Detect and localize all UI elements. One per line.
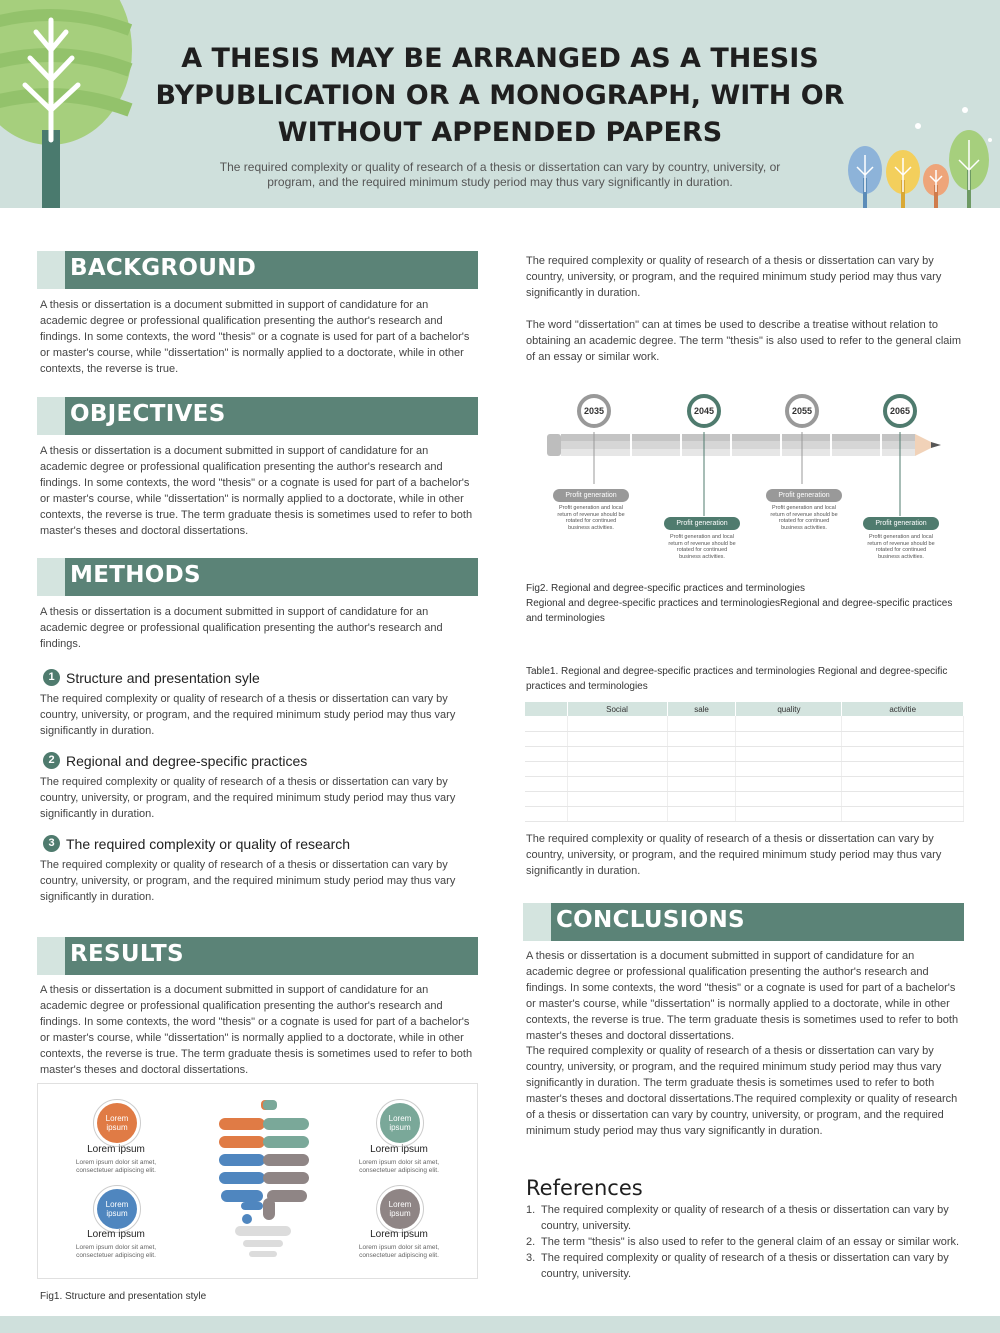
table-row xyxy=(525,746,964,761)
fig-item-label: Lorem ipsum xyxy=(370,1144,428,1155)
heading-label: OBJECTIVES xyxy=(70,401,226,427)
method-item-title: Regional and degree-specific practices xyxy=(66,752,308,769)
bulb-bars-icon xyxy=(213,1098,313,1268)
heading-label: METHODS xyxy=(70,562,201,588)
section-heading-results xyxy=(37,937,478,975)
background-text: A thesis or dissertation is a document submitted in support of candidature for an academic degree or professional qualification presenting the author's research and findings. In some contexts, the word "thesis" or a cognate is used for part of a bachelor's or master's course, while "dissertation" is normally applied to a doctorate, while in other contexts, the reverse is true. xyxy=(40,299,470,375)
section-heading-conclusions xyxy=(523,903,964,941)
table-row xyxy=(525,806,964,821)
method-item-title: The required complexity or quality of research xyxy=(66,835,351,852)
table-header-cell xyxy=(525,702,567,716)
table-row xyxy=(525,716,964,731)
section-heading-background xyxy=(37,251,478,289)
number-badge: 3 xyxy=(43,835,60,852)
method-item-heading xyxy=(43,752,307,769)
conclusions-p2: The required complexity or quality of research of a thesis or dissertation can vary by country, university, or program, and the required minimum study period may thus vary significantly in duration. The term graduate thesis is sometimes used to refer to both master's theses and doctoral dissertations.The required complexity or quality of research of a thesis or dissertation can vary by country, university, or program, and the required minimum study period may thus vary significantly in duration. xyxy=(526,1045,958,1137)
list-item: 2. The term "thesis" is also used to refer to the general claim of an essay or similar work. xyxy=(526,1236,960,1248)
timeline-connector xyxy=(897,432,903,516)
section-heading-methods xyxy=(37,558,478,596)
fig-item-label: Lorem ipsum xyxy=(370,1229,428,1240)
fig-item-label: Lorem ipsum xyxy=(87,1144,145,1155)
fig-item-desc: Lorem ipsum dolor sit amet, consectetuer adipiscing elit. xyxy=(358,1159,440,1174)
method-item-heading xyxy=(43,669,260,686)
timeline-figure xyxy=(545,390,945,580)
table-row xyxy=(525,791,964,806)
conclusions-p1: A thesis or dissertation is a document submitted in support of candidature for an academic degree or professional qualification presenting the author's research and findings. In some contexts, the word "thesis" or a cognate is used for part of a bachelor's or master's course, while "dissertation" is normally applied to a doctorate, while in other contexts, the reverse is true. The term graduate thesis is sometimes used to refer to both master's theses and doctoral dissertations. xyxy=(526,950,959,1042)
heading-label: BACKGROUND xyxy=(70,255,257,281)
timeline-desc: Profit generation and local return of revenue should be rotated for continued business activities. xyxy=(668,534,736,560)
fig2-caption: Fig2. Regional and degree-specific practices and terminologies Regional and degree-specific practices and terminologiesRegional and degree-specific practices and terminologies xyxy=(526,583,953,624)
list-item: 1. The required complexity or quality of research of a thesis or dissertation can vary by country, university. xyxy=(526,1202,964,1234)
timeline-desc: Profit generation and local return of revenue should be rotated for continued business activities. xyxy=(867,534,935,560)
right-intro-p1: The required complexity or quality of research of a thesis or dissertation can vary by country, university, or program, and the required minimum study period may thus vary significantly in duration. xyxy=(526,255,942,299)
fig-item-circle: Lorem ipsum xyxy=(97,1103,137,1143)
poster-header xyxy=(0,0,1000,208)
timeline-year: 2035 xyxy=(577,394,611,428)
number-badge: 1 xyxy=(43,669,60,686)
timeline-label: Profit generation xyxy=(553,489,629,502)
references-list xyxy=(526,1202,964,1282)
right-mid-text: The required complexity or quality of research of a thesis or dissertation can vary by country, university, or program, and the required minimum study period may thus vary significantly in duration. xyxy=(526,833,942,877)
method-item-text: The required complexity or quality of research of a thesis or dissertation can vary by country, university, or program, and the required minimum study period may thus vary significantly in duration. xyxy=(40,776,456,820)
timeline-desc: Profit generation and local return of revenue should be rotated for continued business activities. xyxy=(770,505,838,531)
method-item-heading xyxy=(43,835,350,852)
heading-label: RESULTS xyxy=(70,941,184,967)
section-heading-objectives xyxy=(37,397,478,435)
data-table xyxy=(525,702,964,822)
timeline-connector xyxy=(799,432,805,484)
figure-1 xyxy=(37,1083,478,1279)
fig1-caption: Fig1. Structure and presentation style xyxy=(40,1291,207,1302)
fig-item-desc: Lorem ipsum dolor sit amet, consectetuer adipiscing elit. xyxy=(75,1244,157,1259)
results-text: A thesis or dissertation is a document submitted in support of candidature for an academic degree or professional qualification presenting the author's research and findings. In some contexts, the word "thesis" or a cognate is used for part of a bachelor's or master's course, while "dissertation" is normally applied to a doctorate, while in other contexts, the reverse is true. The term graduate thesis is sometimes used to refer to both master's theses and doctoral dissertations. xyxy=(40,984,473,1076)
table-header-cell: activitie xyxy=(842,702,964,716)
reference-text: The term "thesis" is also used to refer to the general claim of an essay or similar work. xyxy=(541,1236,960,1248)
poster-subtitle: The required complexity or quality of research of a thesis or dissertation can vary by country, university, or program, and the required minimum study period may thus vary significantly in duration. xyxy=(219,160,781,189)
fig-item-label: Lorem ipsum xyxy=(87,1229,145,1240)
tree-illustration-icon xyxy=(0,0,140,208)
table-row xyxy=(525,731,964,746)
table-header-cell: Social xyxy=(567,702,667,716)
timeline-connector xyxy=(591,432,597,484)
heading-tab xyxy=(37,937,65,975)
timeline-label: Profit generation xyxy=(863,517,939,530)
method-item-text: The required complexity or quality of research of a thesis or dissertation can vary by country, university, or program, and the required minimum study period may thus vary significantly in duration. xyxy=(40,859,456,903)
reference-text: The required complexity or quality of research of a thesis or dissertation can vary by country, university. xyxy=(541,1252,949,1280)
fig-item-desc: Lorem ipsum dolor sit amet, consectetuer adipiscing elit. xyxy=(358,1244,440,1259)
fig-item-circle: Lorem ipsum xyxy=(380,1189,420,1229)
list-item: 3. The required complexity or quality of research of a thesis or dissertation can vary by country, university. xyxy=(526,1250,964,1282)
right-intro-p2: The word "dissertation" can at times be used to describe a treatise without relation to obtaining an academic degree. The term "thesis" is also used to refer to the general claim of an essay or similar work. xyxy=(526,319,962,363)
table-row xyxy=(525,761,964,776)
heading-label: CONCLUSIONS xyxy=(556,907,745,933)
table-header-row xyxy=(525,702,964,716)
heading-tab xyxy=(37,397,65,435)
table-header-cell: quality xyxy=(736,702,842,716)
small-trees-icon xyxy=(840,100,1000,208)
timeline-year: 2055 xyxy=(785,394,819,428)
fig-item-desc: Lorem ipsum dolor sit amet, consectetuer adipiscing elit. xyxy=(75,1159,157,1174)
number-badge: 2 xyxy=(43,752,60,769)
fig-item-circle: Lorem ipsum xyxy=(380,1103,420,1143)
timeline-year: 2045 xyxy=(687,394,721,428)
timeline-connector xyxy=(701,432,707,516)
objectives-text: A thesis or dissertation is a document submitted in support of candidature for an academic degree or professional qualification presenting the author's research and findings. In some contexts, the word "thesis" or a cognate is used for part of a bachelor's or master's course, while "dissertation" is normally applied to a doctorate, while in other contexts, the reverse is true. The term graduate thesis is sometimes used to refer to both master's theses and doctoral dissertations. xyxy=(40,445,473,537)
timeline-label: Profit generation xyxy=(664,517,740,530)
method-item-text: The required complexity or quality of research of a thesis or dissertation can vary by country, university, or program, and the required minimum study period may thus vary significantly in duration. xyxy=(40,693,456,737)
method-item-title: Structure and presentation syle xyxy=(66,669,260,686)
heading-tab xyxy=(37,251,65,289)
references-title: References xyxy=(526,1176,643,1200)
table-header-cell: sale xyxy=(667,702,736,716)
heading-tab xyxy=(523,903,551,941)
timeline-year: 2065 xyxy=(883,394,917,428)
poster-title: A THESIS MAY BE ARRANGED AS A THESIS BYPUBLICATION OR A MONOGRAPH, WITH OR WITHOUT APPENDED PAPERS xyxy=(155,43,845,148)
heading-tab xyxy=(37,558,65,596)
pencil-timeline-icon xyxy=(545,430,945,460)
methods-text: A thesis or dissertation is a document submitted in support of candidature for an academic degree or professional qualification presenting the author's research and findings. xyxy=(40,606,443,650)
timeline-desc: Profit generation and local return of revenue should be rotated for continued business activities. xyxy=(557,505,625,531)
table-row xyxy=(525,776,964,791)
poster-footer xyxy=(0,1316,1000,1333)
fig-item-circle: Lorem ipsum xyxy=(97,1189,137,1229)
table1-caption: Table1. Regional and degree-specific practices and terminologies Regional and degree-specific practices and terminologies xyxy=(526,666,948,692)
reference-text: The required complexity or quality of research of a thesis or dissertation can vary by country, university. xyxy=(541,1204,949,1232)
timeline-label: Profit generation xyxy=(766,489,842,502)
